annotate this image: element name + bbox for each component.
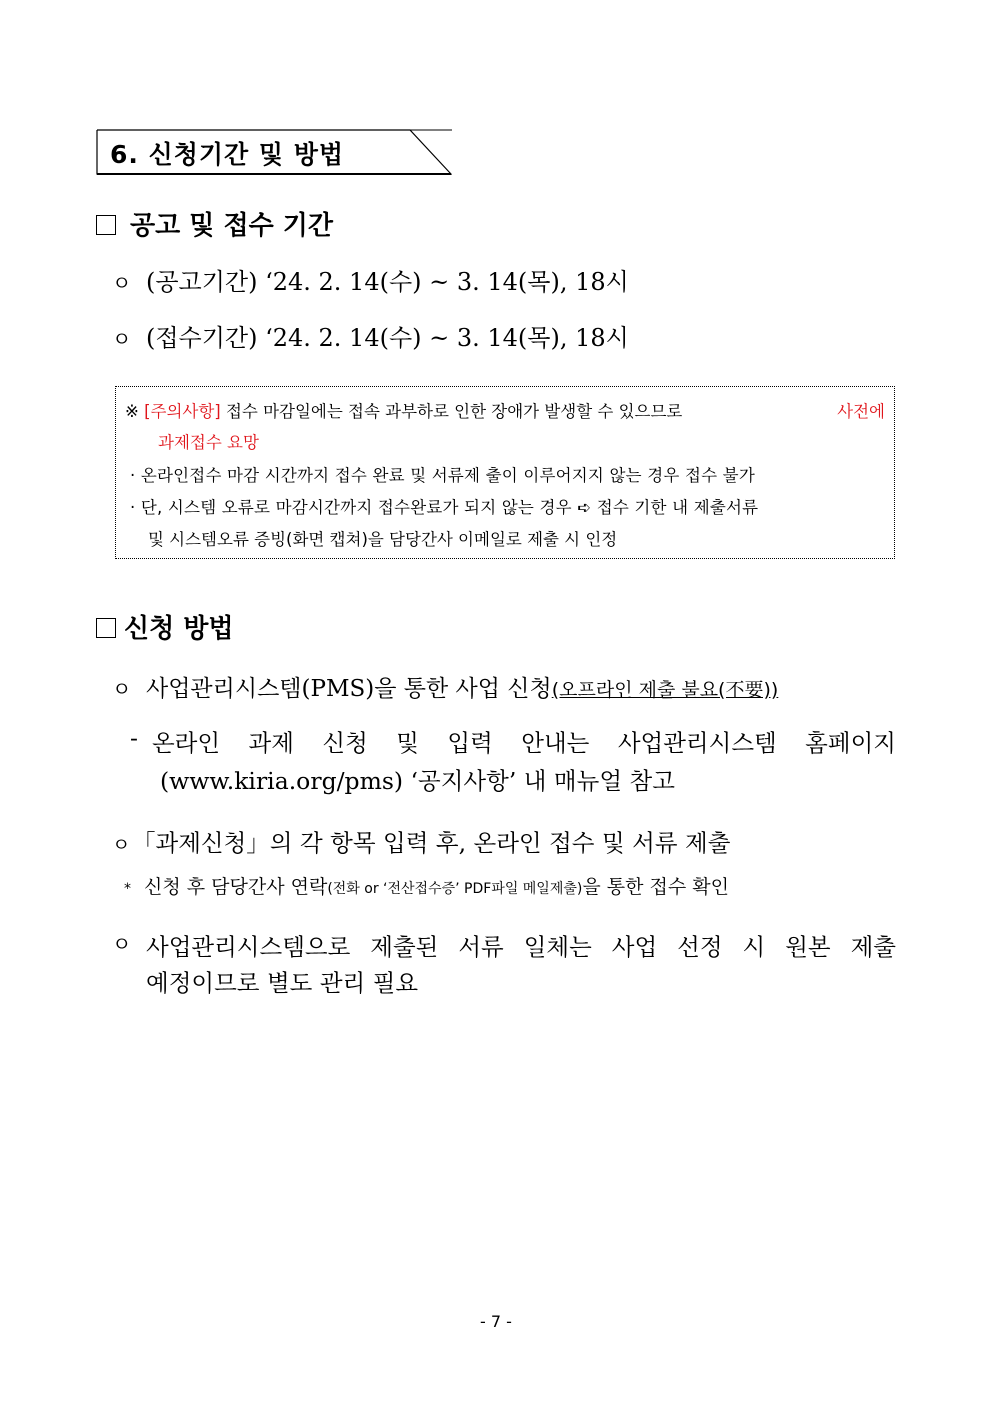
page-number: - 7 - (480, 1312, 512, 1331)
section-title-tab (96, 129, 452, 175)
offline-not-required-note: (오프라인 제출 불요(不要)) (551, 679, 779, 701)
circle-bullet-icon: ㅇ (112, 271, 132, 295)
notice-line-5: 및 시스템오류 증빙(화면 캡쳐)을 담당간사 이메일로 제출 시 인정 (148, 530, 618, 549)
period-item-text: (접수기간) ‘24. 2. 14(수) ~ 3. 14(목), 18시 (146, 324, 629, 352)
method-heading (96, 608, 234, 645)
notice-line-1-text: 접수 마감일에는 접속 과부하로 인한 장애가 발생할 수 있으므로 (225, 402, 683, 421)
period-item-receipt (112, 318, 629, 353)
caution-notice-box (115, 386, 895, 559)
method-subitem-guide-line-2: (www.kiria.org/pms) ‘공지사항’ 내 매뉴얼 참고 (160, 767, 675, 795)
checkbox-square-icon (96, 215, 116, 235)
checkbox-square-icon (96, 618, 116, 638)
reference-mark-icon: ※ (125, 402, 139, 421)
circle-bullet-icon: ㅇ (112, 677, 132, 701)
section-title: 6. 신청기간 및 방법 (110, 140, 345, 169)
method-subitem-guide-line-1 (130, 724, 896, 758)
notice-line-1 (125, 398, 885, 422)
contact-note-post: 을 통한 접수 확인 (582, 876, 729, 898)
period-heading-text: 공고 및 접수 기간 (130, 211, 333, 241)
dash-bullet: - (130, 724, 138, 752)
method-item-documents-line-2: 예정이므로 별도 관리 필요 (146, 969, 419, 997)
notice-line-3: · 온라인접수 마감 시간까지 접수 완료 및 서류제 출이 이루어지지 않는 경우 접수 불가 (130, 466, 755, 485)
caution-label: [주의사항] (144, 402, 221, 421)
notice-line-4: · 단, 시스템 오류로 마감시간까지 접수완료가 되지 않는 경우 ➪ 접수 기한 내 제출서류 (130, 498, 759, 517)
method-item-pms-text: 사업관리시스템(PMS)을 통한 사업 신청 (146, 676, 552, 702)
notice-line-2: 과제접수 요망 (158, 433, 259, 452)
method-item-submit-text: 「과제신청」의 각 항목 입력 후, 온라인 접수 및 서류 제출 (132, 829, 731, 857)
period-heading (96, 205, 333, 242)
contact-note (124, 872, 729, 899)
period-item-announce (112, 262, 629, 297)
method-item-documents-line-1 (112, 928, 896, 962)
method-heading-text: 신청 방법 (124, 614, 234, 644)
contact-note-pre: 신청 후 담당간사 연락 (144, 876, 328, 898)
contact-note-detail: (전화 or ‘전산접수증’ PDF파일 메일제출) (327, 881, 583, 897)
circle-bullet-icon: ㅇ (112, 327, 132, 351)
documents-line-1-text: 사업관리시스템으로 제출된 서류 일체는 사업 선정 시 원본 제출 (146, 933, 896, 961)
circle-bullet-icon: ㅇ (112, 932, 132, 956)
guide-line-1-text: 온라인 과제 신청 및 입력 안내는 사업관리시스템 홈페이지 (151, 729, 896, 757)
method-item-submit (112, 824, 730, 858)
period-item-text: (공고기간) ‘24. 2. 14(수) ~ 3. 14(목), 18시 (146, 268, 629, 296)
method-item-pms (112, 670, 778, 703)
notice-line-1-red-end: 사전에 (837, 402, 885, 421)
circle-bullet-icon: ㅇ (112, 834, 131, 856)
asterisk-mark-icon: * (124, 881, 131, 897)
